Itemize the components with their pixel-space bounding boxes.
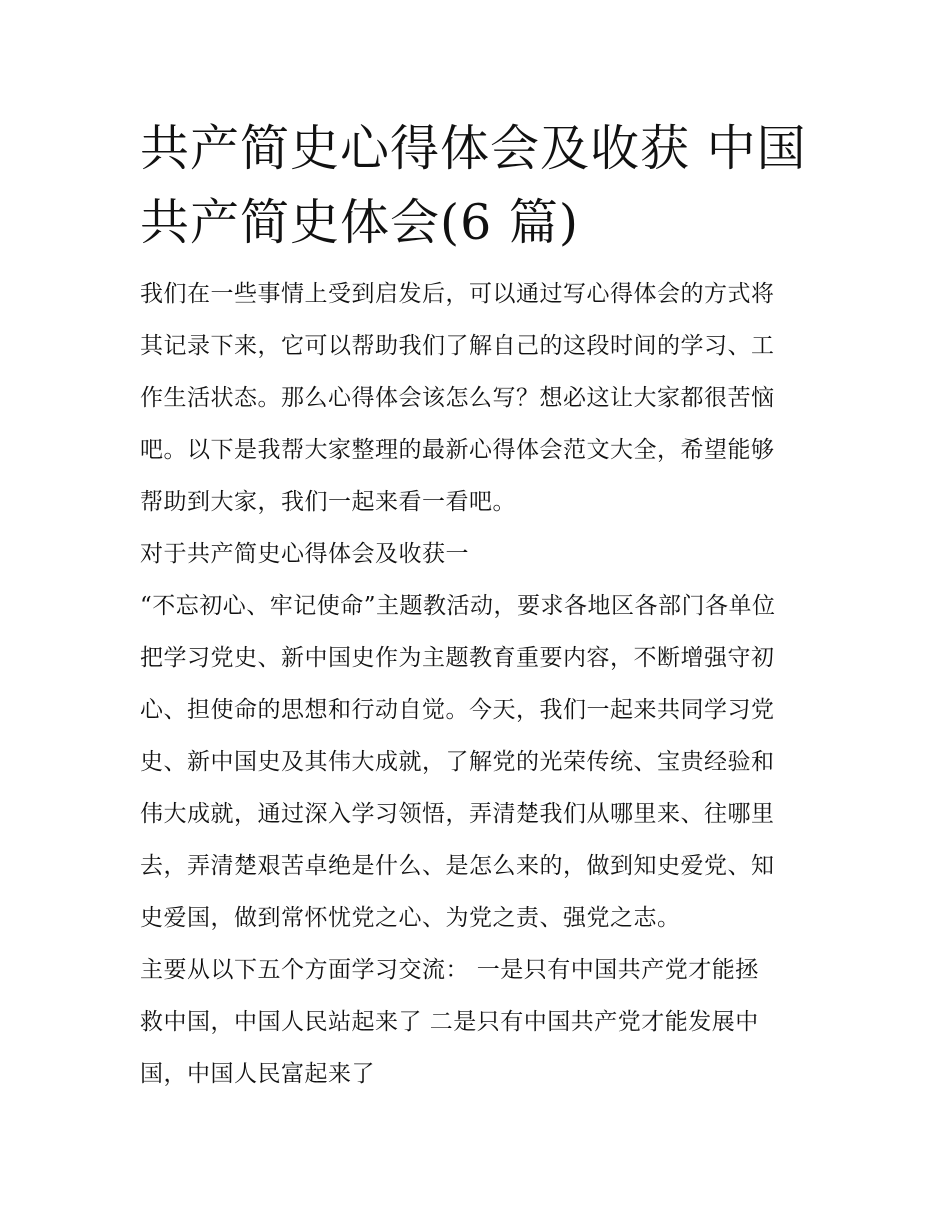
body-paragraph [140,944,816,1100]
text-line: 其记录下来，它可以帮助我们了解自己的这段时间的学习、工 [140,333,775,359]
text-line: 对于共产简史心得体会及收获一 [140,541,469,567]
text-line: 国，中国人民富起来了 [140,1061,375,1087]
text-line: 史、新中国史及其伟大成就，了解党的光荣传统、宝贵经验和 [140,749,775,775]
text-line: 去，弄清楚艰苦卓绝是什么、是怎么来的，做到知史爱党、知 [140,853,775,879]
text-line: 救中国，中国人民站起来了 二是只有中国共产党才能发展中 [140,1009,759,1035]
text-line: 我们在一些事情上受到启发后，可以通过写心得体会的方式将 [140,281,775,307]
text-line: 吧。以下是我帮大家整理的最新心得体会范文大全，希望能够 [140,437,775,463]
text-line: 主要从以下五个方面学习交流： 一是只有中国共产党才能拯 [140,957,759,983]
text-line: 心、担使命的思想和行动自觉。今天，我们一起来共同学习党 [140,697,775,723]
title-line: 共产简史体会(6 篇) [140,194,579,251]
text-line: 作生活状态。那么心得体会该怎么写？想必这让大家都很苦恼 [140,385,775,411]
document-title [140,112,816,260]
text-line: 把学习党史、新中国史作为主题教育重要内容，不断增强守初 [140,645,775,671]
body-paragraph [140,580,816,944]
document-page [140,112,816,1100]
text-line: 史爱国，做到常怀忧党之心、为党之责、强党之志。 [140,905,681,931]
text-line: 帮助到大家，我们一起来看一看吧。 [140,489,516,515]
title-line: 共产简史心得体会及收获 中国 [140,120,807,177]
intro-paragraph [140,268,816,528]
text-line: 伟大成就，通过深入学习领悟，弄清楚我们从哪里来、往哪里 [140,801,775,827]
text-line: “不忘初心、牢记使命”主题教活动，要求各地区各部门各单位 [140,593,776,619]
section-heading [140,528,816,580]
